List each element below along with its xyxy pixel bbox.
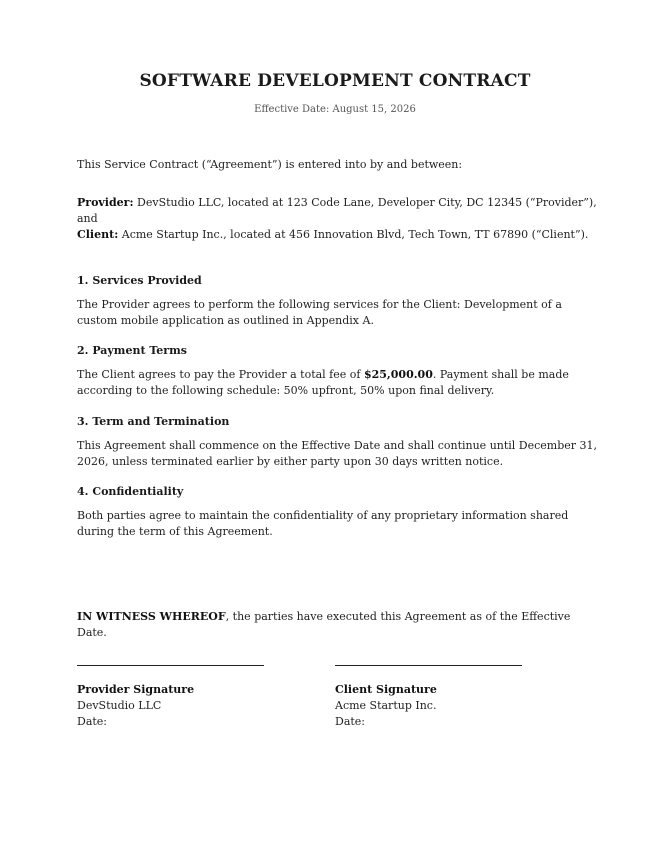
client-signature-line	[335, 665, 522, 666]
client-label: Client:	[77, 228, 119, 241]
witness-text: , the parties have executed this Agreement as of the Effective Date.	[77, 610, 571, 639]
provider-signature-name: DevStudio LLC	[77, 699, 162, 712]
section-heading-services: 1. Services Provided	[77, 274, 202, 287]
client-line	[77, 227, 603, 243]
provider-signature-block	[77, 682, 194, 730]
client-signature-block	[335, 682, 437, 730]
section-body-term: This Agreement shall commence on the Effective Date and shall continue until December 31, 2026, unless terminated earlier by either party upon 30 days written notice.	[77, 439, 598, 468]
client-signature-label: Client Signature	[335, 683, 437, 696]
section-heading-confidentiality: 4. Confidentiality	[77, 485, 184, 498]
client-signature-name: Acme Startup Inc.	[335, 699, 437, 712]
section-body-confidentiality: Both parties agree to maintain the confidentiality of any proprietary information shared during the term of this Agreement.	[77, 509, 569, 538]
provider-signature-line	[77, 665, 264, 666]
effective-date: Effective Date: August 15, 2026	[254, 104, 416, 115]
payment-text-after: . Payment shall be made according to the following schedule: 50% upfront, 50% upon final delivery.	[77, 368, 569, 397]
section-body-payment	[77, 367, 603, 399]
intro-paragraph: This Service Contract (“Agreement”) is entered into by and between:	[77, 158, 463, 171]
document-title: SOFTWARE DEVELOPMENT CONTRACT	[139, 71, 531, 91]
payment-amount: $25,000.00	[363, 368, 433, 381]
section-body-services: The Provider agrees to perform the following services for the Client: Development of a custom mobile application as outlined in Appendix A.	[77, 298, 562, 327]
section-heading-payment: 2. Payment Terms	[77, 344, 187, 357]
provider-signature-date: Date:	[77, 715, 108, 728]
provider-label: Provider:	[77, 196, 134, 209]
provider-details: DevStudio LLC, located at 123 Code Lane, Developer City, DC 12345 (“Provider”), and	[77, 196, 597, 225]
client-signature-date: Date:	[335, 715, 366, 728]
witness-statement	[77, 609, 603, 641]
witness-label: IN WITNESS WHEREOF	[77, 610, 226, 623]
client-details: Acme Startup Inc., located at 456 Innovation Blvd, Tech Town, TT 67890 (“Client”).	[118, 228, 589, 241]
provider-signature-label: Provider Signature	[77, 683, 195, 696]
parties-paragraph	[77, 195, 603, 243]
section-heading-term: 3. Term and Termination	[77, 415, 230, 428]
payment-text-before: The Client agrees to pay the Provider a total fee of	[77, 368, 364, 381]
provider-line	[77, 195, 603, 227]
